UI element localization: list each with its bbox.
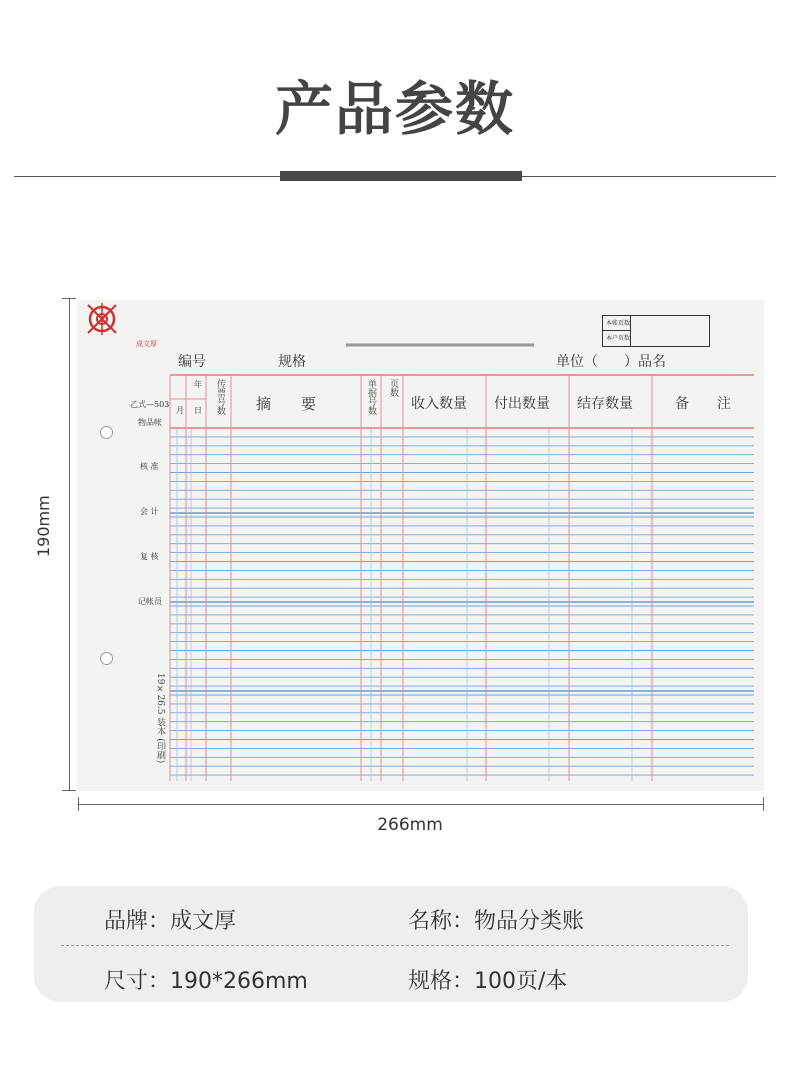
account-page-row: 本户页数 — [603, 331, 631, 346]
col-out-qty: 付出数量 — [494, 396, 550, 412]
form-code: 乙式—503 — [130, 400, 170, 409]
col-day: 日 — [194, 406, 202, 415]
col-voucher: 传票号数 — [215, 379, 225, 415]
brand-info: 品牌：成文厚 — [104, 909, 237, 934]
col-month: 月 — [176, 406, 184, 415]
side-label-approve: 核 准 — [140, 462, 159, 471]
height-dimension-cap-bottom — [62, 790, 76, 791]
product-info-card — [34, 886, 748, 1002]
width-dimension-cap-left — [78, 797, 79, 811]
binding-hole — [100, 652, 113, 665]
side-label-bookkeeper: 记帐员 — [138, 597, 162, 606]
col-doc-no: 单据号数 — [366, 379, 376, 415]
binding-hole — [100, 426, 113, 439]
field-unit-label: 单位（ — [556, 354, 598, 370]
width-dimension-cap-right — [763, 797, 764, 811]
col-page: 页数 — [388, 379, 398, 397]
brand-logo-text: 成文厚 — [136, 340, 157, 348]
ledger-sheet-image — [78, 301, 763, 790]
page-count-box — [602, 315, 710, 347]
ledger-grid — [78, 301, 763, 790]
field-product-name-label: ）品名 — [624, 354, 666, 370]
name-info: 名称：物品分类账 — [408, 909, 585, 934]
side-label-review: 复 核 — [140, 552, 159, 561]
page-count-row: 本帐页数 — [603, 316, 631, 331]
height-dimension-line — [69, 298, 70, 790]
page-title: 产品参数 — [274, 75, 515, 143]
form-name: 物品帐 — [138, 418, 162, 427]
col-in-qty: 收入数量 — [411, 396, 467, 412]
col-summary: 摘 要 — [256, 395, 317, 413]
title-accent-bar — [280, 171, 522, 181]
height-dimension-cap-top — [62, 298, 76, 299]
col-balance-qty: 结存数量 — [577, 396, 633, 412]
brand-logo-icon — [78, 301, 126, 345]
col-year: 年 — [194, 380, 202, 389]
width-dimension-line — [78, 804, 763, 805]
spec-info: 规格：100页/本 — [408, 969, 568, 994]
side-label-accounting: 会 计 — [140, 507, 159, 516]
ledger-blue-rules — [170, 428, 754, 781]
info-divider — [61, 945, 729, 946]
side-note: 19×26.5 装本 (印刷) — [155, 673, 165, 764]
col-remark: 备 注 — [675, 396, 731, 412]
field-number-label: 编号 — [178, 354, 206, 370]
field-spec-label: 规格 — [278, 354, 306, 370]
height-dimension-label: 190mm — [34, 495, 53, 557]
ledger-red-rules — [170, 375, 754, 781]
width-dimension-label: 266mm — [377, 815, 443, 835]
size-info: 尺寸：190*266mm — [104, 969, 308, 994]
